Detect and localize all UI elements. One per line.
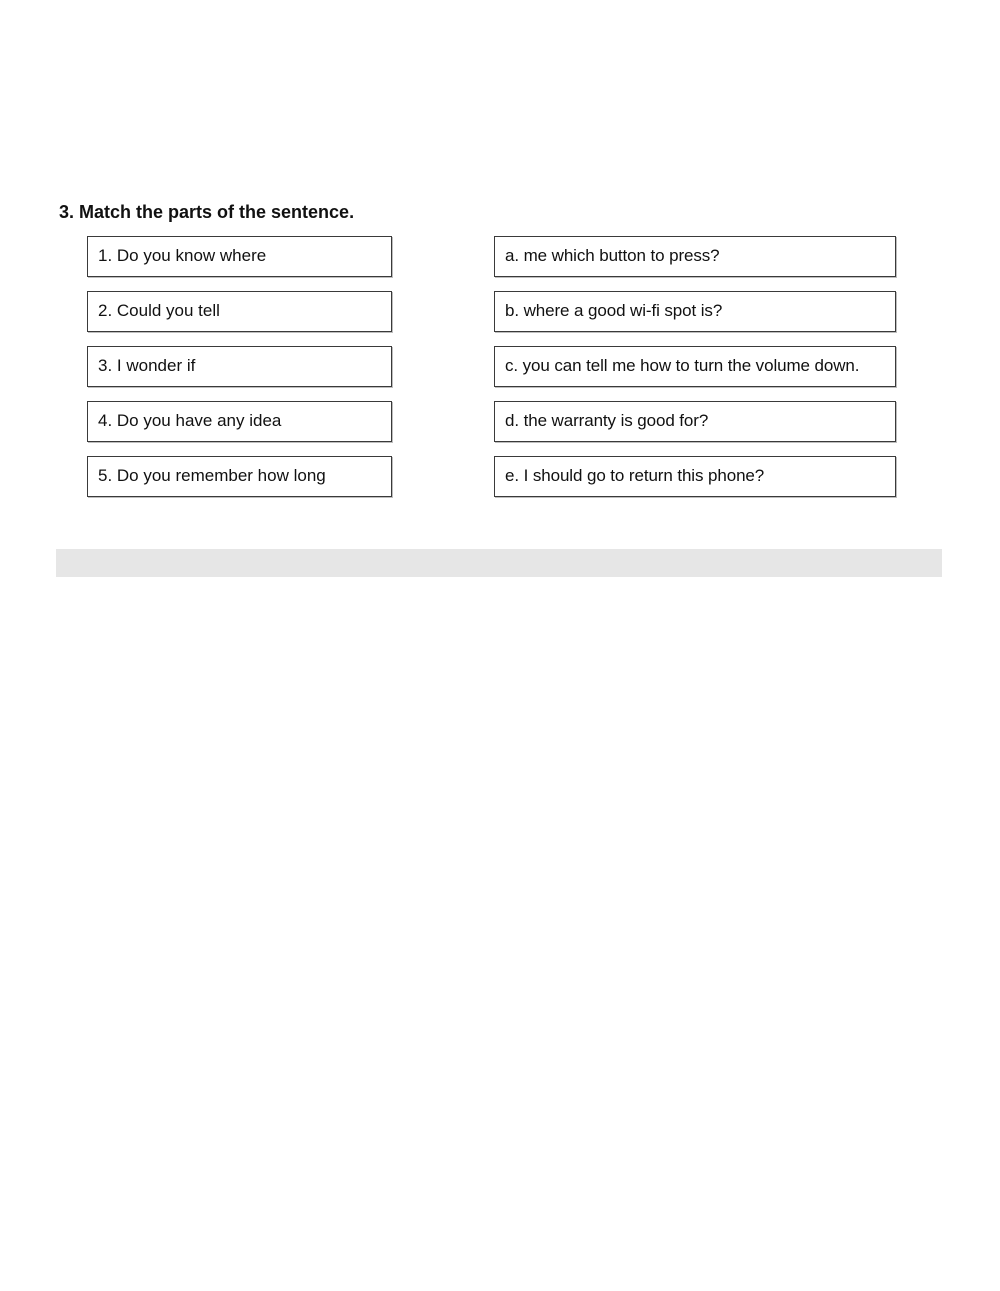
sentence-start-4[interactable]: 4. Do you have any idea: [87, 401, 392, 442]
right-column: [494, 236, 896, 511]
sentence-start-5[interactable]: 5. Do you remember how long: [87, 456, 392, 497]
sentence-start-2[interactable]: 2. Could you tell: [87, 291, 392, 332]
exercise-title: 3. Match the parts of the sentence.: [59, 202, 355, 222]
left-column: [87, 236, 392, 511]
sentence-start-1[interactable]: 1. Do you know where: [87, 236, 392, 277]
sentence-end-e[interactable]: e. I should go to return this phone?: [494, 456, 896, 497]
sentence-start-3[interactable]: 3. I wonder if: [87, 346, 392, 387]
sentence-end-b[interactable]: b. where a good wi-fi spot is?: [494, 291, 896, 332]
answer-drop-bar[interactable]: [56, 549, 942, 577]
sentence-end-c[interactable]: c. you can tell me how to turn the volume down.: [494, 346, 896, 387]
sentence-end-a[interactable]: a. me which button to press?: [494, 236, 896, 277]
sentence-end-d[interactable]: d. the warranty is good for?: [494, 401, 896, 442]
